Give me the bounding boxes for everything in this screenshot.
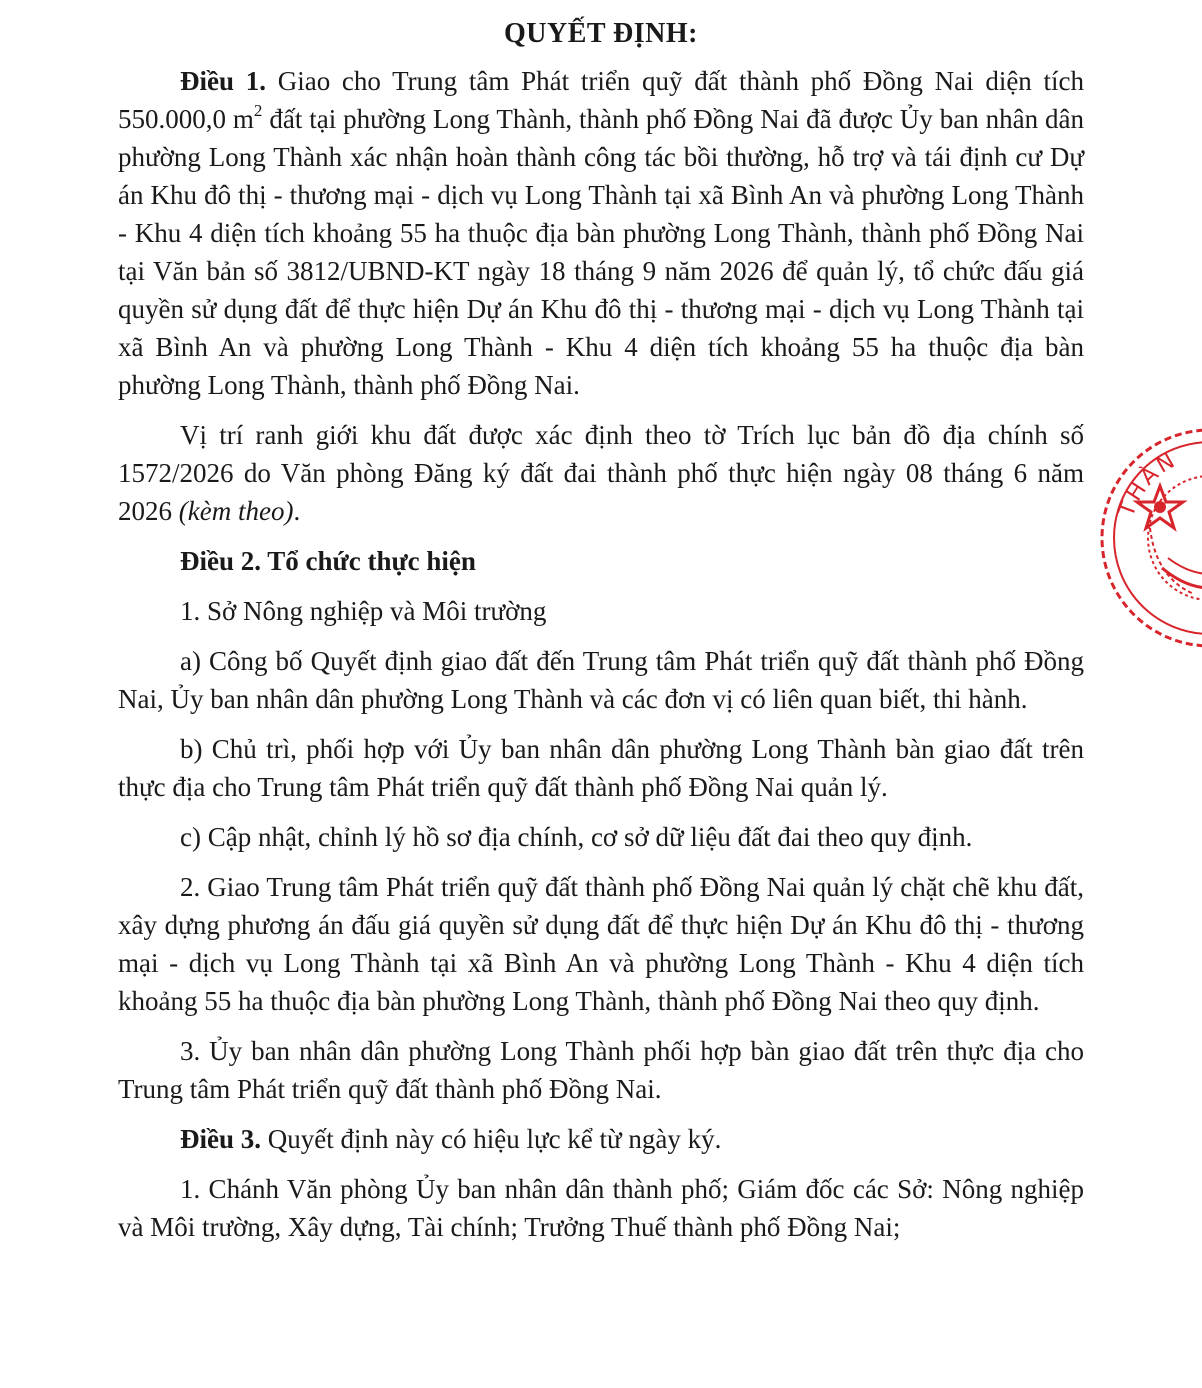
attachment-note: (kèm theo) — [178, 496, 294, 526]
article-1-paragraph — [118, 62, 1084, 404]
article-1-text-part-b: đất tại phường Long Thành, thành phố Đồng Nai đã được Ủy ban nhân dân phường Long Thành xác nhận hoàn thành công tác bồi thường, hỗ trợ và tái định cư Dự án Khu đô thị - thương mại - dịch vụ Long Thành tại xã Bình An và phường Long Thành - Khu 4 diện tích khoảng 55 ha thuộc địa bàn phường Long Thành, thành phố Đồng Nai tại Văn bản số 3812/UBND-KT ngày 18 tháng 9 năm 2026 để quản lý, tổ chức đấu giá quyền sử dụng đất để thực hiện Dự án Khu đô thị - thương mại - dịch vụ Long Thành tại xã Bình An và phường Long Thành - Khu 4 diện tích khoảng 55 ha thuộc địa bàn phường Long Thành, thành phố Đồng Nai. — [118, 104, 1084, 400]
article-2-item-1a: a) Công bố Quyết định giao đất đến Trung tâm Phát triển quỹ đất thành phố Đồng Nai, Ủy ban nhân dân phường Long Thành và các đơn vị có liên quan biết, thi hành. — [118, 646, 1084, 714]
article-2-item-1: 1. Sở Nông nghiệp và Môi trường — [180, 596, 547, 626]
boundary-location-text: Vị trí ranh giới khu đất được xác định theo tờ Trích lục bản đồ địa chính số 1572/2026 do Văn phòng Đăng ký đất đai thành phố thực hiện ngày 08 tháng 6 năm 2026 — [118, 420, 1084, 526]
article-1-label: Điều 1. — [180, 66, 266, 96]
boundary-location-paragraph — [118, 416, 1084, 530]
article-2-heading: Điều 2. Tổ chức thực hiện — [180, 546, 476, 576]
boundary-location-end: . — [293, 496, 301, 526]
seal-text: THÀN — [1114, 447, 1182, 521]
article-1-text-part-a: Giao cho Trung tâm Phát triển quỹ đất thành phố Đồng Nai diện tích 550.000,0 m — [118, 66, 1085, 134]
article-2-item-1b: b) Chủ trì, phối hợp với Ủy ban nhân dân phường Long Thành bàn giao đất trên thực địa cho Trung tâm Phát triển quỹ đất thành phố Đồng Nai quản lý. — [118, 734, 1084, 802]
article-3-label: Điều 3. — [180, 1124, 261, 1154]
article-2-item-1c: c) Cập nhật, chỉnh lý hồ sơ địa chính, cơ sở dữ liệu đất đai theo quy định. — [180, 822, 973, 852]
article-3-text: Quyết định này có hiệu lực kể từ ngày ký. — [261, 1124, 722, 1154]
official-seal-icon — [1090, 418, 1202, 658]
article-2-item-2: 2. Giao Trung tâm Phát triển quỹ đất thành phố Đồng Nai quản lý chặt chẽ khu đất, xây dựng phương án đấu giá quyền sử dụng đất để thực hiện Dự án Khu đô thị - thương mại - dịch vụ Long Thành tại xã Bình An và phường Long Thành - Khu 4 diện tích khoảng 55 ha thuộc địa bàn phường Long Thành, thành phố Đồng Nai theo quy định. — [118, 872, 1084, 1016]
article-3-item-1: 1. Chánh Văn phòng Ủy ban nhân dân thành phố; Giám đốc các Sở: Nông nghiệp và Môi trường, Xây dựng, Tài chính; Trưởng Thuế thành phố Đồng Nai; — [118, 1174, 1084, 1242]
article-3-paragraph — [118, 1120, 1084, 1158]
cropped-previous-line — [300, 0, 520, 4]
document-body — [118, 62, 1084, 1246]
article-2-item-3: 3. Ủy ban nhân dân phường Long Thành phối hợp bàn giao đất trên thực địa cho Trung tâm Phát triển quỹ đất thành phố Đồng Nai. — [118, 1036, 1084, 1104]
decision-title: QUYẾT ĐỊNH: — [503, 18, 698, 49]
area-unit-superscript: 2 — [253, 101, 263, 120]
